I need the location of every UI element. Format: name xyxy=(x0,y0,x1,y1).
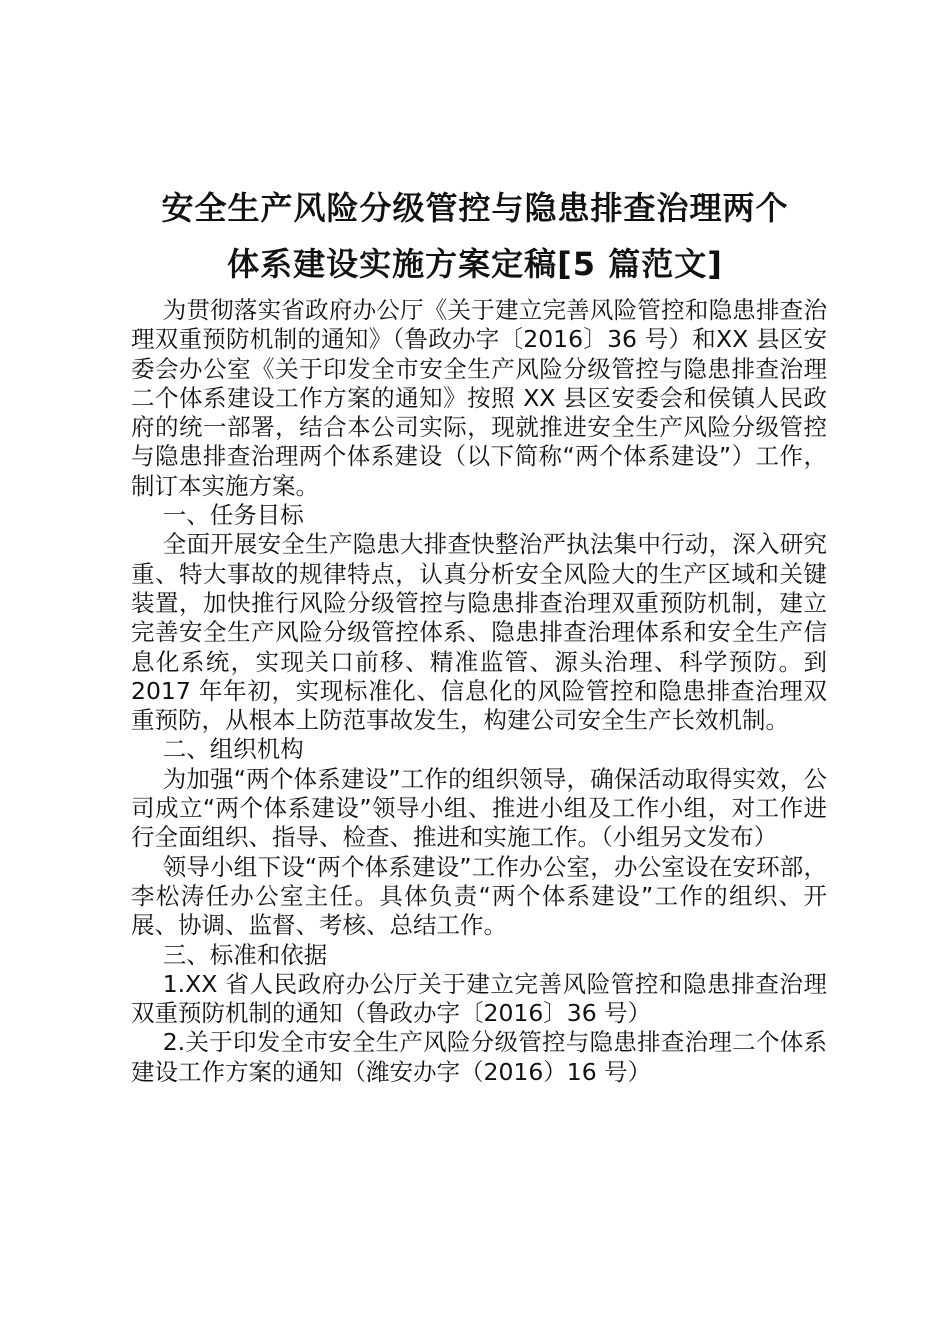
standard-item-1: 1.XX 省人民政府办公厅关于建立完善风险管控和隐患排查治理双重预防机制的通知（鲁政办字〔2016〕36 号） xyxy=(131,969,827,1028)
task-goals-paragraph: 全面开展安全生产隐患大排查快整治严执法集中行动，深入研究重、特大事故的规律特点，认真分析安全风险大的生产区域和关键装置，加快推行风险分级管控与隐患排查治理双重预防机制，建立完善安全生产风险分级管控体系、隐患排查治理体系和安全生产信息化系统，实现关口前移、精准监管、源头治理、科学预防。到 2017 年年初，实现标准化、信息化的风险管控和隐患排查治理双重预防，从根本上防范事故发生，构建公司安全生产长效机制。 xyxy=(131,530,827,735)
document-body xyxy=(131,296,827,1087)
section-heading-standards: 三、标准和依据 xyxy=(162,940,328,969)
office-paragraph: 领导小组下设“两个体系建设”工作办公室，办公室设在安环部，李松涛任办公室主任。具体负责“两个体系建设”工作的组织、开展、协调、监督、考核、总结工作。 xyxy=(131,852,827,940)
section-heading-organization: 二、组织机构 xyxy=(162,735,304,764)
section-heading-task-goals: 一、任务目标 xyxy=(162,501,304,530)
document-title-line-2: 体系建设实施方案定稿[5 篇范文] xyxy=(227,245,723,283)
standard-item-2: 2.关于印发全市安全生产风险分级管控与隐患排查治理二个体系建设工作方案的通知（潍安办字（2016）16 号） xyxy=(131,1028,827,1086)
intro-paragraph: 为贯彻落实省政府办公厅《关于建立完善风险管控和隐患排查治理双重预防机制的通知》（鲁政办字〔2016〕36 号）和XX 县区安委会办公室《关于印发全市安全生产风险分级管控与隐患排查治理二个体系建设工作方案的通知》按照 XX 县区安委会和侯镇人民政府的统一部署，结合本公司实际，现就推进安全生产风险分级管控与隐患排查治理两个体系建设（以下简称“两个体系建设”）工作，制订本实施方案。 xyxy=(131,296,827,500)
organization-paragraph: 为加强“两个体系建设”工作的组织领导，确保活动取得实效，公司成立“两个体系建设”领导小组、推进小组及工作小组，对工作进行全面组织、指导、检查、推进和实施工作。（小组另文发布） xyxy=(131,764,827,852)
document-title-line-1: 安全生产风险分级管控与隐患排查治理两个 xyxy=(161,189,789,227)
